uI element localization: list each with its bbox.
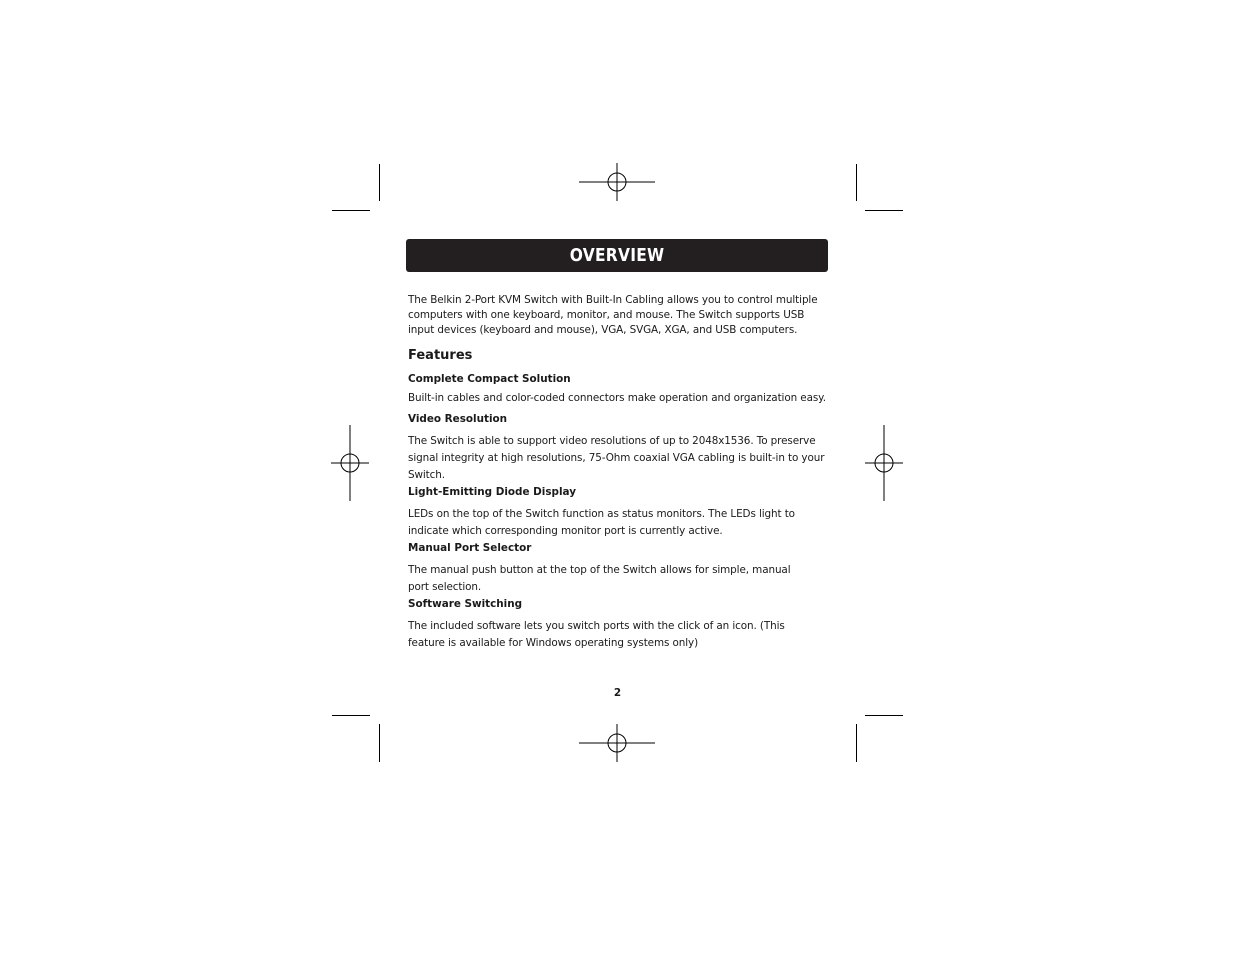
feature-title: Manual Port Selector	[408, 542, 532, 554]
crop-mark-bottom-right-vertical	[856, 724, 857, 762]
page-content	[408, 293, 828, 652]
section-banner	[406, 239, 828, 272]
registration-mark-top-icon	[579, 163, 655, 201]
intro-paragraph: The Belkin 2-Port KVM Switch with Built-In Cabling allows you to control multiple computers with one keyboard, monitor, and mouse. The Switch supports USB input devices (keyboard and mouse), VGA, SVGA, XGA, and USB computers.	[408, 294, 818, 336]
feature-title: Complete Compact Solution	[408, 373, 571, 385]
feature-body: LEDs on the top of the Switch function as status monitors. The LEDs light to indicate which corresponding monitor port is currently active.	[408, 508, 795, 537]
feature-title: Software Switching	[408, 598, 523, 610]
feature-light-emitting-diode-display	[408, 485, 828, 540]
feature-video-resolution	[408, 412, 828, 484]
feature-body: The Switch is able to support video resolutions of up to 2048x1536. To preserve signal integrity at high resolutions, 75-Ohm coaxial VGA cabling is built-in to your Switch.	[408, 435, 825, 481]
features-heading: Features	[408, 348, 473, 363]
feature-manual-port-selector	[408, 541, 828, 596]
crop-mark-bottom-left-horizontal	[332, 715, 370, 716]
feature-body: The manual push button at the top of the Switch allows for simple, manual port selection.	[408, 564, 791, 593]
registration-mark-right-icon	[865, 425, 903, 501]
feature-title: Light-Emitting Diode Display	[408, 486, 576, 498]
page-number: 2	[613, 687, 622, 699]
crop-mark-top-left-vertical	[379, 164, 380, 201]
section-title: OVERVIEW	[569, 245, 665, 266]
registration-mark-left-icon	[331, 425, 369, 501]
crop-mark-bottom-right-horizontal	[865, 715, 903, 716]
crop-mark-top-left-horizontal	[332, 210, 370, 211]
feature-body: The included software lets you switch ports with the click of an icon. (This feature is available for Windows operating systems only)	[408, 620, 785, 649]
feature-complete-compact-solution	[408, 372, 828, 407]
feature-body: Built-in cables and color-coded connectors make operation and organization easy.	[408, 392, 826, 404]
crop-mark-bottom-left-vertical	[379, 724, 380, 762]
feature-software-switching	[408, 597, 828, 652]
feature-title: Video Resolution	[408, 413, 508, 425]
registration-mark-bottom-icon	[579, 724, 655, 762]
crop-mark-top-right-horizontal	[865, 210, 903, 211]
crop-mark-top-right-vertical	[856, 164, 857, 201]
